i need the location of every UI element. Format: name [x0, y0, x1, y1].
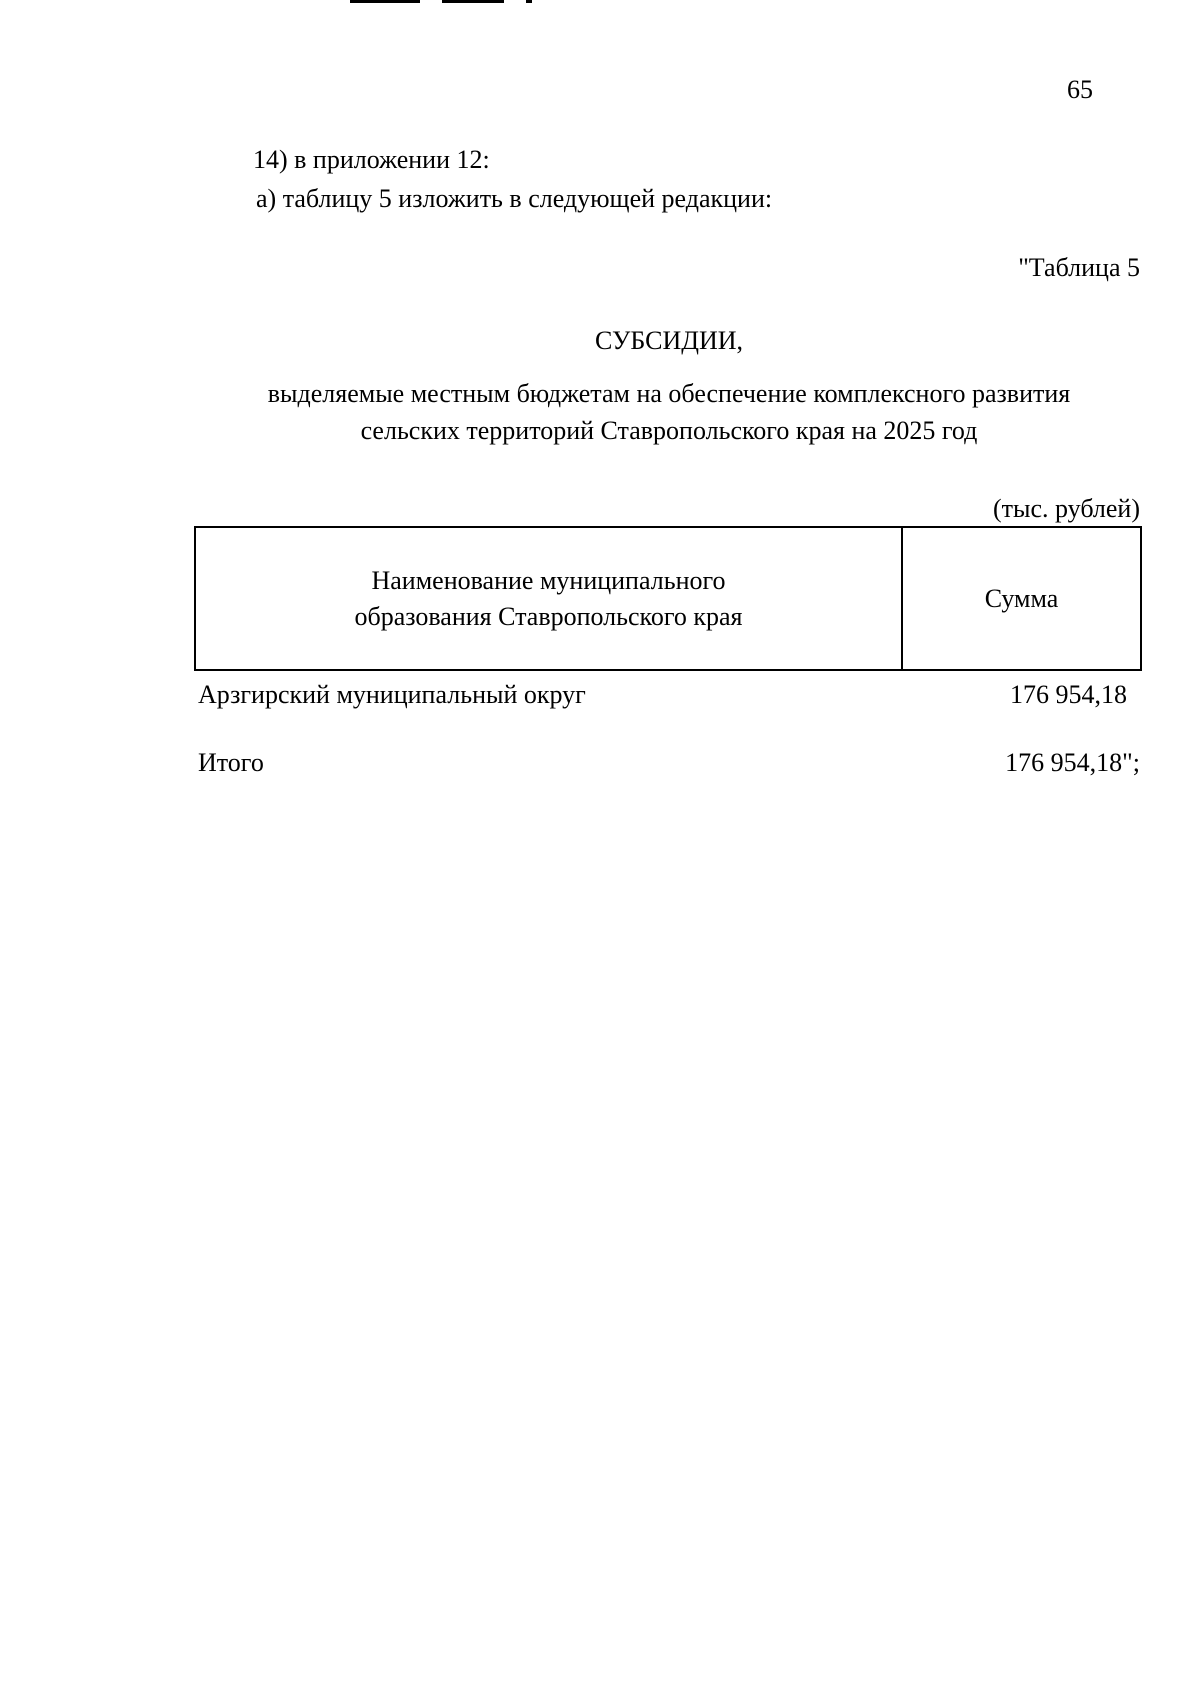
subsidies-table-header	[194, 526, 1142, 671]
table-label: "Таблица 5	[1018, 253, 1140, 282]
header-municipality-name	[196, 528, 903, 669]
total-value: 176 954,18";	[1005, 748, 1140, 777]
header-sum	[903, 528, 1140, 669]
unit-note: (тыс. рублей)	[992, 494, 1140, 523]
document-title: СУБСИДИИ,	[594, 326, 744, 355]
table-row-value: 176 954,18	[1010, 680, 1127, 709]
header-name-line-2: образования Ставропольского края	[354, 601, 743, 631]
document-subtitle	[0, 375, 1200, 449]
amendment-item: 14) в приложении 12:	[253, 145, 490, 174]
subtitle-line-1: выделяемые местным бюджетам на обеспечение комплексного развития	[267, 379, 1071, 408]
amendment-subitem: а) таблицу 5 изложить в следующей редакции:	[256, 184, 773, 213]
previous-page-fragment	[350, 0, 550, 4]
total-label: Итого	[198, 748, 264, 777]
subtitle-line-2: сельских территорий Ставропольского края на 2025 год	[360, 416, 978, 445]
page-number: 65	[1067, 75, 1093, 104]
header-sum-label: Сумма	[984, 583, 1059, 613]
table-row-name: Арзгирский муниципальный округ	[198, 680, 586, 709]
header-name-line-1: Наименование муниципального	[371, 565, 726, 595]
